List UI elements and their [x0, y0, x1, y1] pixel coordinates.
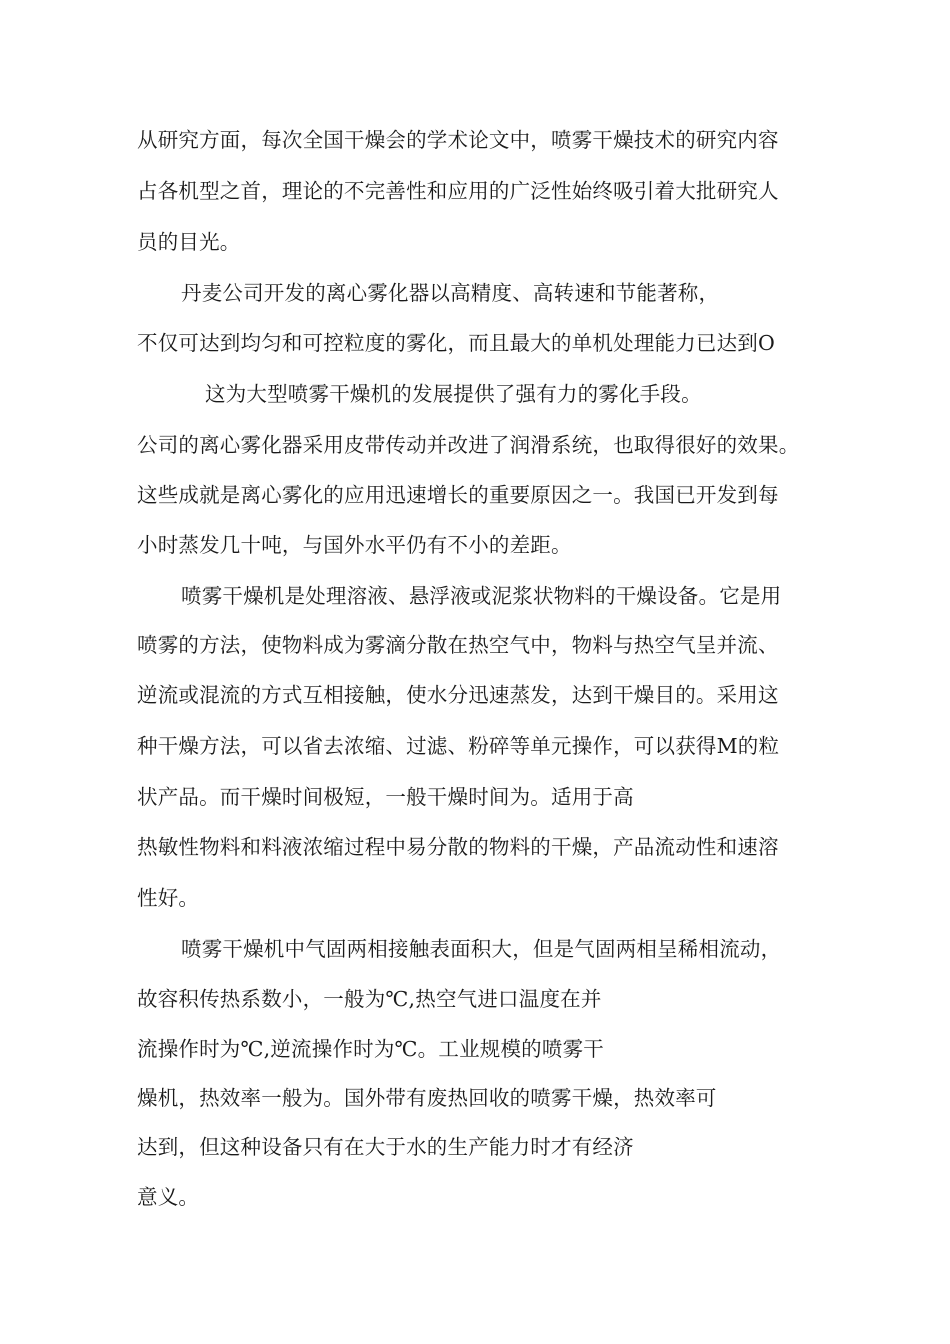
text-line: 流操作时为℃,逆流操作时为℃。工业规模的喷雾干: [137, 1037, 604, 1061]
text-line: 热敏性物料和料液浓缩过程中易分散的物料的干燥，产品流动性和速溶: [137, 835, 779, 859]
text-line: 喷雾干燥机是处理溶液、悬浮液或泥浆状物料的干燥设备。它是用: [181, 584, 782, 608]
text-line: 这些成就是离心雾化的应用迅速增长的重要原因之一。我国已开发到每: [137, 483, 779, 507]
text-line: 逆流或混流的方式互相接触，使水分迅速蒸发，达到干燥目的。采用这: [137, 683, 779, 707]
text-line: 种干燥方法，可以省去浓缩、过滤、粉碎等单元操作，可以获得M的粒: [137, 734, 780, 758]
text-line: 不仅可达到均匀和可控粒度的雾化，而且最大的单机处理能力已达到O: [137, 331, 776, 355]
text-line: 小时蒸发几十吨，与国外水平仍有不小的差距。: [137, 533, 572, 557]
text-line: 性好。: [137, 886, 200, 910]
text-line: 喷雾干燥机中气固两相接触表面积大，但是气固两相呈稀相流动，: [181, 937, 782, 961]
text-line: 丹麦公司开发的离心雾化器以高精度、高转速和节能著称，: [181, 281, 720, 305]
text-line: 喷雾的方法，使物料成为雾滴分散在热空气中，物料与热空气呈并流、: [137, 633, 779, 657]
text-line: 公司的离心雾化器采用皮带传动并改进了润滑系统，也取得很好的效果。: [137, 433, 800, 457]
text-line: 占各机型之首，理论的不完善性和应用的广泛性始终吸引着大批研究人: [137, 179, 779, 203]
text-line: 燥机，热效率一般为。国外带有废热回收的喷雾干燥，热效率可: [137, 1086, 717, 1110]
text-line: 员的目光。: [137, 230, 241, 254]
text-line: 意义。: [137, 1185, 200, 1209]
text-line: 达到，但这种设备只有在大于水的生产能力时才有经济: [137, 1135, 634, 1159]
text-line: 状产品。而干燥时间极短，一般干燥时间为。适用于高: [137, 785, 634, 809]
text-line: 故容积传热系数小，一般为℃,热空气进口温度在并: [137, 987, 602, 1011]
text-line: 从研究方面，每次全国干燥会的学术论文中，喷雾干燥技术的研究内容: [137, 128, 779, 152]
text-line: 这为大型喷雾干燥机的发展提供了强有力的雾化手段。: [205, 382, 702, 406]
